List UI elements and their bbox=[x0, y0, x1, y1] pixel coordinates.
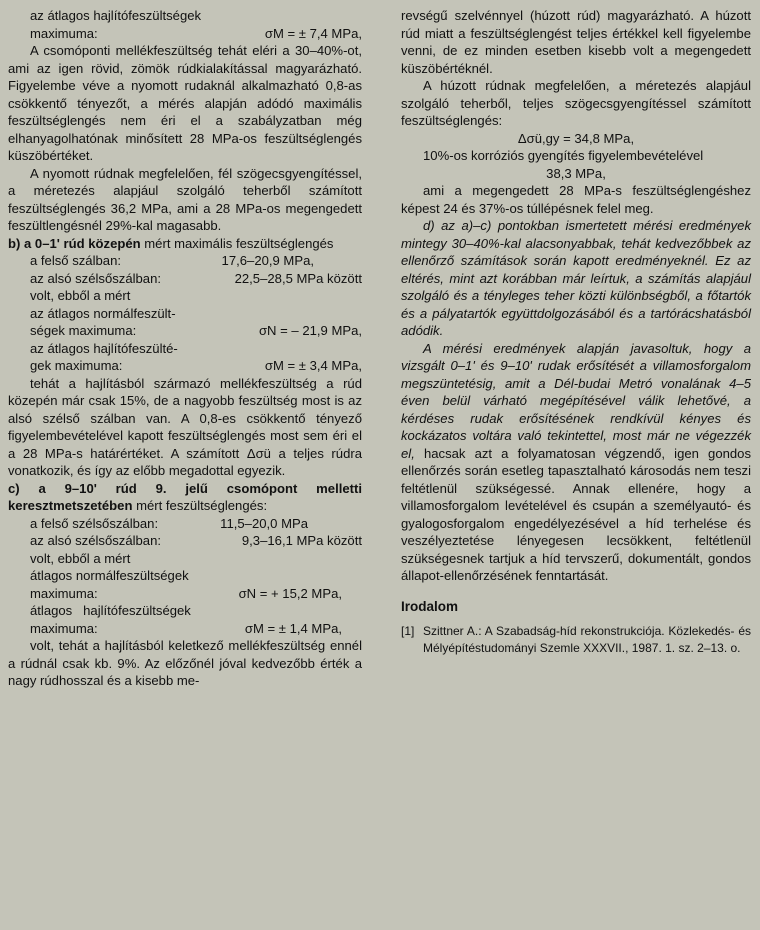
heading-rest: mért maximális feszültséglengés bbox=[140, 235, 334, 251]
reference-number: [1] bbox=[401, 624, 415, 638]
reference-text: Szittner A.: A Szabadság-híd rekonstrukciója. Közlekedés- és Mélyépítéstudományi Szemle XXXVII., 1987. 1. sz. 2–13. o. bbox=[423, 624, 751, 655]
value-label: a felső szálban: bbox=[30, 253, 121, 268]
reference-item bbox=[401, 623, 751, 656]
text-line: volt, ebből a mért bbox=[30, 288, 131, 303]
formula-row bbox=[8, 620, 362, 638]
value: 11,5–20,0 MPa bbox=[220, 515, 308, 531]
formula-label: ségek maximuma: bbox=[30, 323, 137, 338]
heading-bold: b) a 0–1' rúd közepén bbox=[8, 235, 141, 251]
right-column bbox=[401, 7, 751, 656]
formula-row bbox=[8, 585, 362, 603]
text-line: 10%-os korróziós gyengítés figyelembevételével bbox=[423, 148, 704, 163]
formula: 38,3 MPa, bbox=[546, 165, 606, 181]
value-label: a felső szélsőszálban: bbox=[30, 515, 159, 531]
formula-label: maximuma: bbox=[30, 25, 98, 41]
formula-label: maximuma: bbox=[30, 620, 98, 636]
value-row bbox=[8, 252, 362, 270]
formula-label: gek maximuma: bbox=[30, 358, 123, 373]
text-line: átlagos hajlítófeszültségek bbox=[30, 603, 191, 618]
value: 17,6–20,9 MPa, bbox=[221, 253, 314, 268]
value-row bbox=[8, 532, 362, 550]
paragraph bbox=[401, 340, 751, 585]
formula-row bbox=[8, 322, 362, 340]
formula-value: σN = – 21,9 MPa, bbox=[258, 323, 362, 338]
paragraph: d) az a)–c) pontokban ismertetett mérési eredmények mintegy 30–40%-kal alacsonyabbak, tehát kedvezőbbek az ellenőrző számítások során kapott eredményeknél. Ez az eltérés, mint azt korábban már leírtuk, a számítás alapjául szolgáló és a tényleges teher közti különbségből, a főtartók és a pályatartók együttdolgozásából és a tartórácshatásból adódik. bbox=[401, 218, 751, 338]
formula-value: σM = ± 3,4 MPa, bbox=[264, 358, 362, 373]
value: 22,5–28,5 MPa között bbox=[234, 270, 362, 286]
text-line: az átlagos normálfeszült- bbox=[30, 305, 176, 321]
section-heading-b bbox=[8, 235, 362, 253]
paragraph: A húzott rúdnak megfelelően, a méretezés alapjául szolgáló teherből, teljes szögecsgyengítéssel számított feszültséglengés: bbox=[401, 78, 751, 128]
paragraph: A csomóponti mellékfeszültség tehát eléri a 30–40%-ot, ami az igen rövid, zömök rúdkialakítással magyarázható. Figyelembe véve a nyomott rudaknál alkalmazható 0,8-as csökkentő tényezőt, a mérés alapján adódó maximális feszültséglengés nem éri el a szabályzatban még elhanyagolhatónak minősített 28 MPa-os feszültséglengés küszöbértéket. bbox=[8, 43, 362, 163]
text-line: az átlagos hajlítófeszülté- bbox=[30, 340, 178, 356]
text-line: volt, ebből a mért bbox=[30, 550, 131, 566]
formula-value: σM = ± 7,4 MPa, bbox=[264, 25, 362, 41]
formula: Δσü,gy = 34,8 MPa, bbox=[517, 130, 635, 146]
regular-text: hacsak azt a folyamatosan végzendő, igen gondos ellenőrzés során esetleg tapasztalható károsodás nem teszi feltétlenül szükségessé. Annak ellenére, hogy a villamosforgalom levételével és csupán a személyautó- és gyalogosforgalom engedélyezésével a híd terhelése és veszélyeztetése lényegesen lecsökkent, feltétlenül szükségesnek tartjuk a híd tervszerű, dokumentált, gondos állapot-ellenőrzésének fenntartását. bbox=[401, 445, 751, 583]
value-label: az alsó szélsőszálban: bbox=[30, 533, 162, 548]
italic-text: A mérési eredmények alapján javasoltuk, hogy a vizsgált 0–1' és 9–10' rudak erősítését a villamosforgalom megszüntetésig, amit a Dél-budai Metró vonalának 4–5 éven belül várható megépítésével válik lehetővé, a kérdéses rudak erősítésének rendkívül kényes és kockázatos voltára való tekintettel, most már ne végezzék el, bbox=[401, 340, 751, 461]
left-column bbox=[8, 7, 362, 690]
text-line: az átlagos hajlítófeszültségek bbox=[30, 8, 202, 23]
formula-value: σM = ± 1,4 MPa, bbox=[244, 620, 342, 636]
formula-value: σN = + 15,2 MPa, bbox=[238, 585, 342, 601]
value-row bbox=[8, 515, 362, 533]
value: 9,3–16,1 MPa között bbox=[241, 533, 362, 548]
references-heading: Irodalom bbox=[401, 598, 459, 614]
section-heading-c bbox=[8, 480, 362, 515]
value-label: az alsó szélsőszálban: bbox=[30, 270, 162, 286]
paragraph: A nyomott rúdnak megfelelően, fél szögecsgyengítéssel, a méretezés alapjául szolgáló teherből számított feszültséglengés 36,2 MPa, ami a 28 MPa-os megengedett feszültlengésnél 29%-kal magasabb. bbox=[8, 165, 362, 233]
heading-rest: mért feszültséglengés: bbox=[132, 498, 268, 513]
paragraph: tehát a hajlításból származó mellékfeszültség a rúd közepén már csak 15%, de a nagyobb feszültség most is az alsó szélső szálban van. A 0,8-es csökkentő tényező figyelembevételével kapott feszültséglengés most sem éri el a 28 MPa-s határértéket. A számított Δσü a teljes rúdra vonatkozik, és így az előbb megadottal egyezik. bbox=[8, 375, 362, 478]
formula-row bbox=[8, 357, 362, 375]
formula-row bbox=[8, 25, 362, 43]
heading-bold: c) a 9–10' rúd 9. jelű csomópont melletti keresztmetszetében bbox=[8, 480, 362, 513]
paragraph: revségű szelvénnyel (húzott rúd) magyarázható. A húzott rúd miatt a feszültséglengést teljes értékkel kell figyelembe venni, de ez minden esetben kisebb volt a megengedett küszöbértéknél. bbox=[401, 8, 751, 76]
paragraph: volt, tehát a hajlításból keletkező mellékfeszültség ennél a rúdnál csak kb. 9%. Az előzőnél jóval kedvezőbb érték a nagy rúdhosszal és a kisebb me- bbox=[8, 638, 362, 688]
paragraph: ami a megengedett 28 MPa-s feszültséglengéshez képest 24 és 37%-os túllépésnek felel meg. bbox=[401, 183, 751, 216]
value-row bbox=[8, 270, 362, 288]
text-line: átlagos normálfeszültségek bbox=[30, 568, 189, 583]
formula-label: maximuma: bbox=[30, 585, 98, 601]
